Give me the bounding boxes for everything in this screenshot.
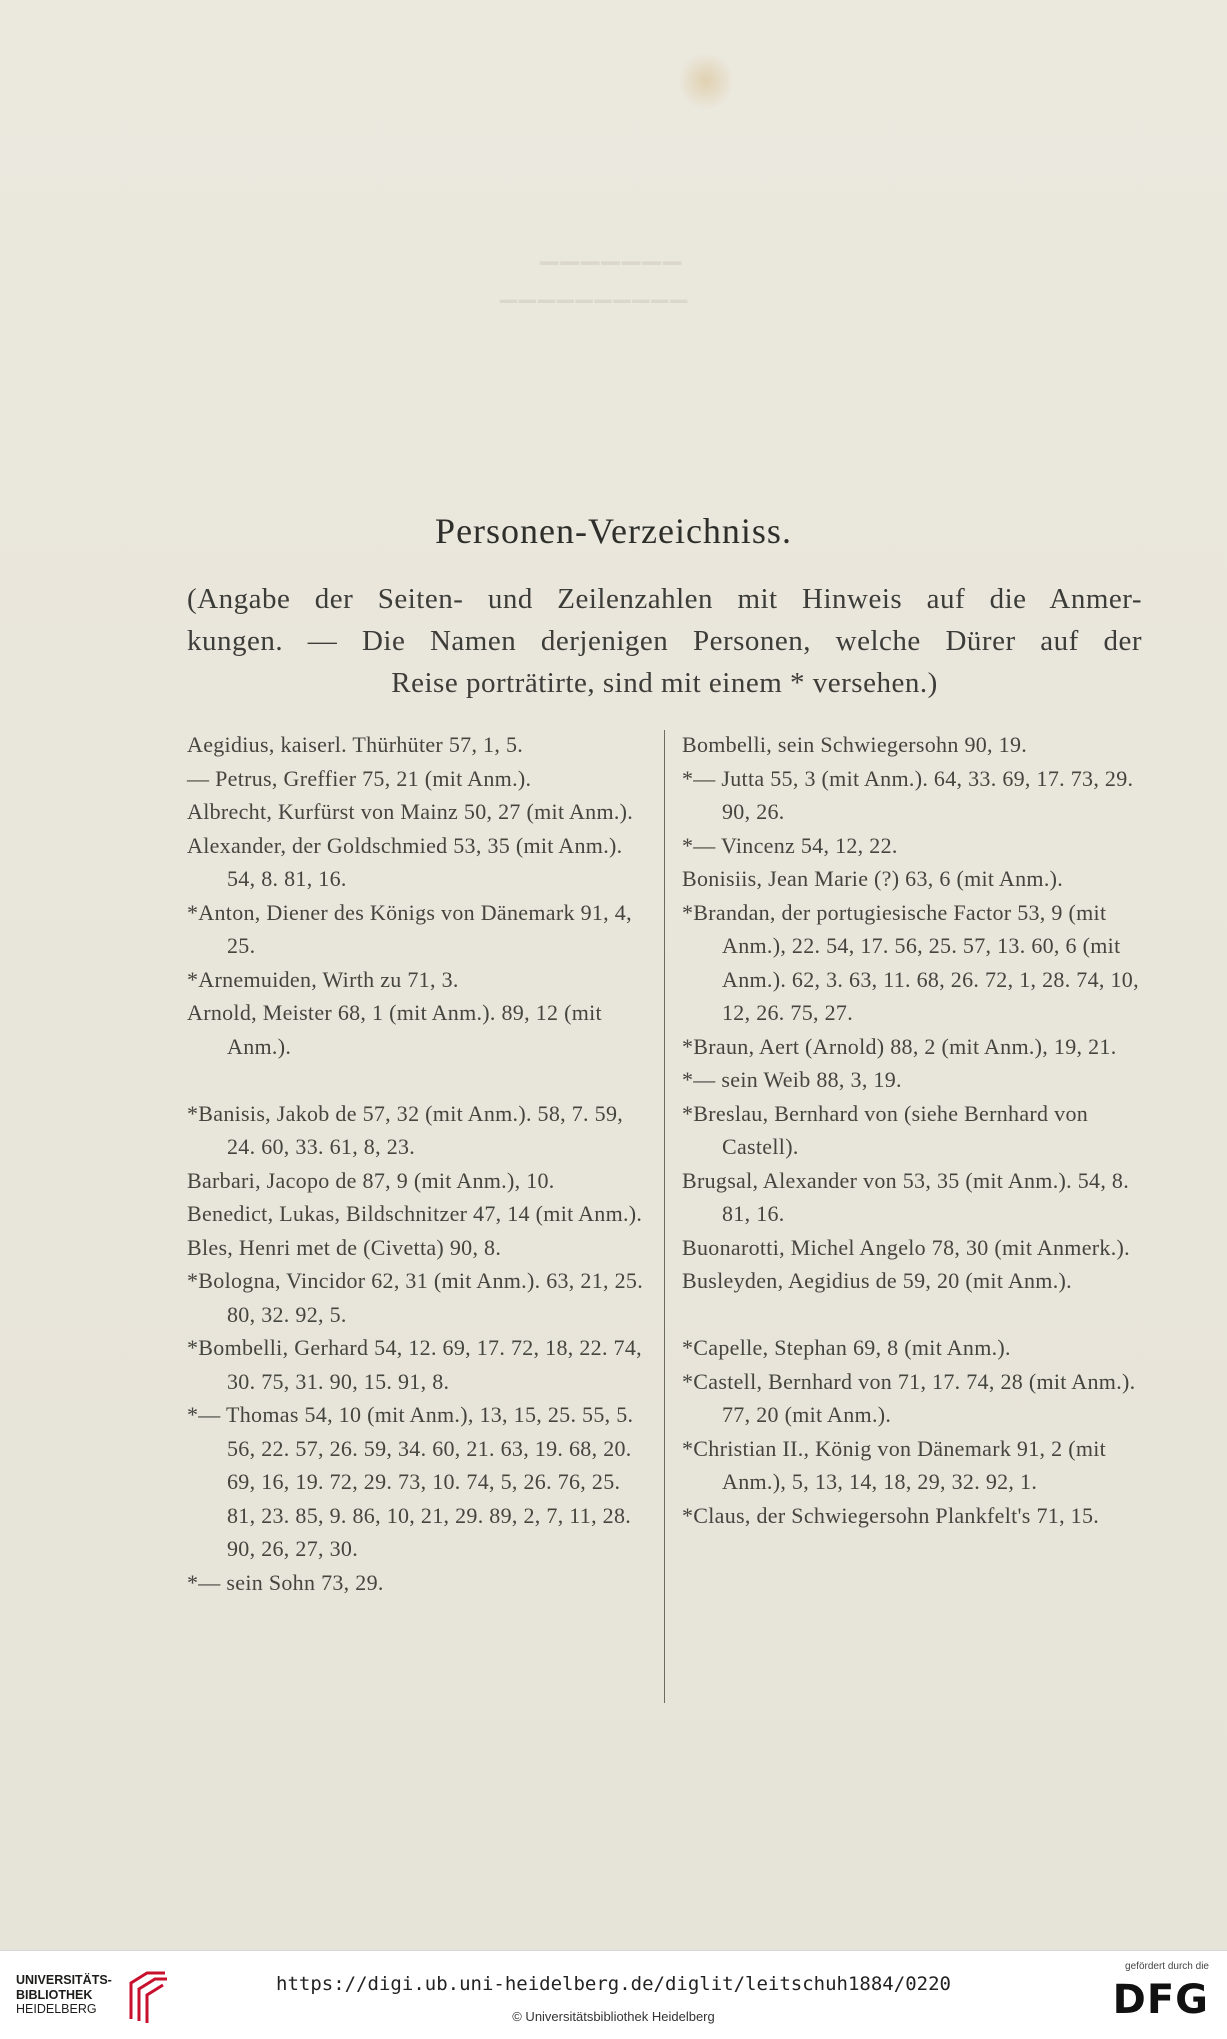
index-entry: Alexander, der Goldschmied 53, 35 (mit Anm.). 54, 8. 81, 16. xyxy=(187,832,623,891)
index-entry: — Petrus, Greffier 75, 21 (mit Anm.). xyxy=(187,765,532,791)
index-entry: *Christian II., König von Dänemark 91, 2 (mit Anm.), 5, 13, 14, 18, 29, 32. 92, 1. xyxy=(682,1435,1107,1494)
permalink-url[interactable]: https://digi.ub.uni-heidelberg.de/diglit/leitschuh1884/0220 xyxy=(276,1973,951,1995)
index-entry: *— Jutta 55, 3 (mit Anm.). 64, 33. 69, 17. 73, 29. 90, 26. xyxy=(682,765,1134,824)
index-entry: *Braun, Aert (Arnold) 88, 2 (mit Anm.), 19, 21. xyxy=(682,1033,1117,1059)
index-entry: Benedict, Lukas, Bildschnitzer 47, 14 (mit Anm.). xyxy=(187,1201,643,1226)
copyright-note: © Universitätsbibliothek Heidelberg xyxy=(512,2009,715,2024)
index-entry: *— sein Weib 88, 3, 19. xyxy=(682,1067,902,1092)
index-entry: *Banisis, Jakob de 57, 32 (mit Anm.). 58, 7. 59, 24. 60, 33. 61, 8, 23. xyxy=(187,1100,624,1159)
index-entry: Brugsal, Alexander von 53, 35 (mit Anm.). 54, 8. 81, 16. xyxy=(682,1167,1130,1226)
index-entry: *Arnemuiden, Wirth zu 71, 3. xyxy=(187,966,459,992)
index-entry: Albrecht, Kurfürst von Mainz 50, 27 (mit Anm.). xyxy=(187,799,634,824)
index-entry: *— Vincenz 54, 12, 22. xyxy=(682,832,898,858)
index-entry: *— Thomas 54, 10 (mit Anm.), 13, 15, 25. 55, 5. 56, 22. 57, 26. 59, 34. 60, 21. 63, 19. 68, 20. 69, 16, 19. 72, 29. 73, 10. 74, 5, 26. 76, 25. 81, 23. 85, 9. 86, 10, 21, 29. 89, 2, 7, 11, 28. 90, 26, 27, 30. xyxy=(187,1402,634,1561)
dfg-logo: DFG xyxy=(1112,1977,1209,2023)
index-entry: *Bombelli, Gerhard 54, 12. 69, 17. 72, 18, 22. 74, 30. 75, 31. 90, 15. 91, 8. xyxy=(187,1335,642,1394)
index-entry: Buonarotti, Michel Angelo 78, 30 (mit Anmerk.). xyxy=(682,1234,1130,1260)
funding-note: gefördert durch die xyxy=(1125,1961,1209,1972)
intro-line: (Angabe der Seiten- und Zeilenzahlen mit Hinweis auf die Anmer- xyxy=(187,583,1142,615)
index-entry: *Capelle, Stephan 69, 8 (mit Anm.). xyxy=(682,1335,1011,1360)
index-entry: *Castell, Bernhard von 71, 17. 74, 28 (mit Anm.). 77, 20 (mit Anm.). xyxy=(682,1368,1136,1427)
index-entry: Bles, Henri met de (Civetta) 90, 8. xyxy=(187,1234,502,1260)
index-entry: Bonisiis, Jean Marie (?) 63, 6 (mit Anm.). xyxy=(682,866,1064,891)
intro-paragraph xyxy=(187,578,1142,704)
library-name-line: BIBLIOTHEK xyxy=(16,1987,93,2002)
show-through-text: ▔▔▔▔▔▔▔ xyxy=(540,264,684,290)
index-column-left xyxy=(187,728,650,1599)
viewer-footer xyxy=(0,1950,1227,2039)
index-entry: Busleyden, Aegidius de 59, 20 (mit Anm.). xyxy=(682,1268,1072,1293)
index-entry: *Anton, Diener des Königs von Dänemark 91, 4, 25. xyxy=(187,899,632,958)
index-entry: Aegidius, kaiserl. Thürhüter 57, 1, 5. xyxy=(187,732,524,757)
index-entry: *Breslau, Bernhard von (siehe Bernhard von Castell). xyxy=(682,1100,1089,1159)
library-name-line: HEIDELBERG xyxy=(16,2002,97,2016)
index-entry: Arnold, Meister 68, 1 (mit Anm.). 89, 12 (mit Anm.). xyxy=(187,1000,602,1059)
index-entry: *Brandan, der portugiesische Factor 53, 9 (mit Anm.), 22. 54, 17. 56, 25. 57, 13. 60, 6 (mit Anm.). 62, 3. 63, 11. 68, 26. 72, 1, 28. 74, 10, 12, 26. 75, 27. xyxy=(682,899,1139,1025)
intro-line: Reise porträtirte, sind mit einem * versehen.) xyxy=(391,667,938,699)
index-column-right xyxy=(682,728,1142,1532)
index-entry: *Claus, der Schwiegersohn Plankfelt's 71, 15. xyxy=(682,1502,1100,1528)
index-entry: *Bologna, Vincidor 62, 31 (mit Anm.). 63, 21, 25. 80, 32. 92, 5. xyxy=(187,1268,644,1327)
intro-line: kungen. — Die Namen derjenigen Personen, welche Dürer auf der xyxy=(187,625,1142,657)
index-entry: Barbari, Jacopo de 87, 9 (mit Anm.), 10. xyxy=(187,1167,555,1193)
index-entry: Bombelli, sein Schwiegersohn 90, 19. xyxy=(682,732,1028,757)
library-name-line: UNIVERSITÄTS- xyxy=(16,1973,112,1987)
index-entry: *— sein Sohn 73, 29. xyxy=(187,1569,384,1595)
show-through-text: ▔▔▔▔▔▔▔▔▔▔ xyxy=(500,300,690,325)
page-title: Personen-Verzeichniss. xyxy=(435,511,792,551)
column-divider xyxy=(664,730,665,1703)
paper-stain xyxy=(680,50,732,112)
